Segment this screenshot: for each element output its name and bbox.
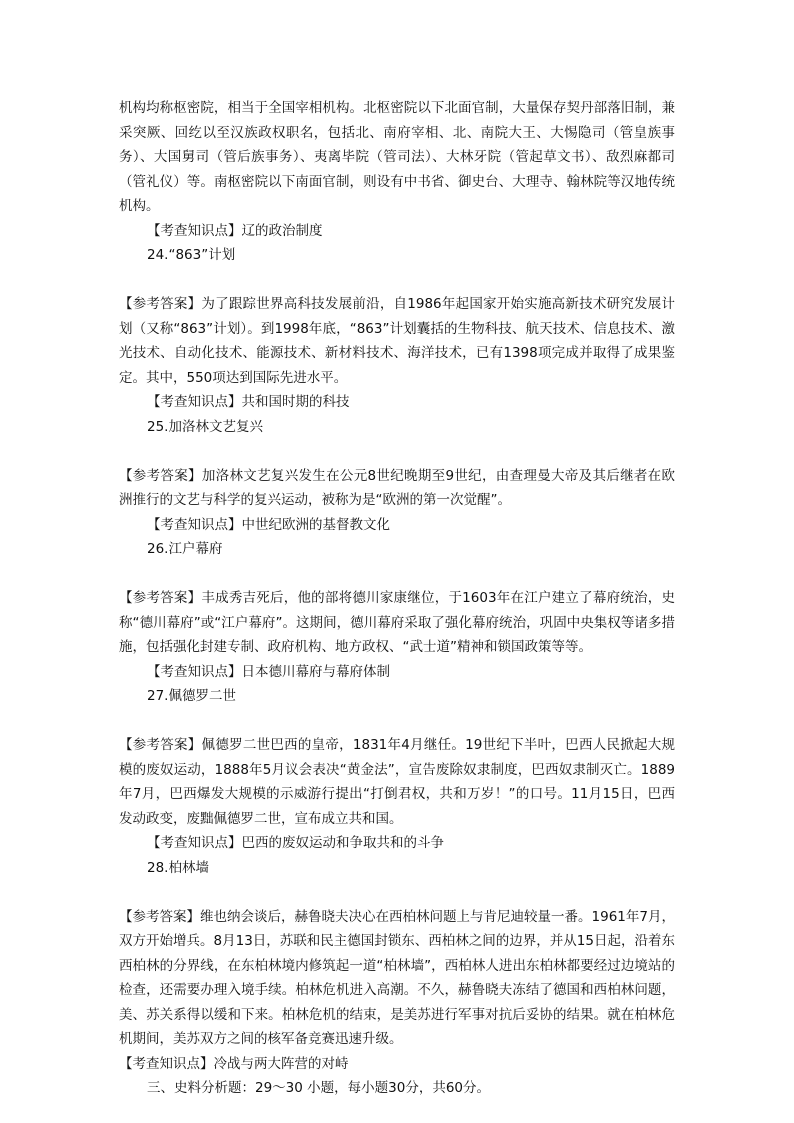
document-page: [119, 96, 675, 1101]
intro-paragraph: 机构均称枢密院，相当于全国宰相机构。北枢密院以下北面官制，大量保存契丹部落旧制，兼采突厥、回纥以至汉族政权职名，包括北、南府宰相、北、南院大王、大惕隐司（管皇族事务）、大国舅司（管后族事务）、夷离毕院（管司法）、大林牙院（管起草文书）、敌烈麻都司（管礼仪）等。南枢密院以下南面官制，则设有中书省、御史台、大理寺、翰林院等汉地传统机构。: [119, 100, 675, 214]
entry-title: 26.江户幕府: [147, 541, 223, 557]
intro-knowledge-point: 【考查知识点】辽的政治制度: [147, 222, 323, 239]
section-heading: 三、史料分析题：29～30 小题，每小题30分，共60分。: [147, 1080, 491, 1096]
blank-line: [119, 709, 675, 734]
blank-line: [119, 268, 675, 293]
entry-title: 27.佩德罗二世: [147, 688, 236, 704]
entry-knowledge-point: 【考查知识点】冷战与两大阵营的对峙: [119, 1055, 349, 1072]
entry-knowledge-point: 【考查知识点】巴西的废奴运动和争取共和的斗争: [147, 835, 444, 851]
entry-knowledge-point: 【考查知识点】日本德川幕府与幕府体制: [147, 663, 390, 680]
blank-line: [119, 439, 675, 464]
entry-title: 25.加洛林文艺复兴: [147, 418, 263, 435]
entry-answer: 【参考答案】为了跟踪世界高科技发展前沿，自1986年起国家开始实施高新技术研究发展计划（又称“863”计划）。到1998年底，“863”计划囊括的生物科技、航天技术、信息技术、激光技术、自动化技术、能源技术、新材料技术、海洋技术，已有1398项完成并取得了成果鉴定。其中，550项达到国际先进水平。: [119, 296, 675, 386]
blank-line: [119, 562, 675, 587]
entry-knowledge-point: 【考查知识点】共和国时期的科技: [147, 394, 350, 410]
blank-line: [119, 880, 675, 905]
entry-knowledge-point: 【考查知识点】中世纪欧洲的基督教文化: [147, 516, 390, 533]
entry-answer: 【参考答案】佩德罗二世巴西的皇帝，1831年4月继任。19世纪下半叶，巴西人民掀起大规模的废奴运动，1888年5月议会表决“黄金法”，宣告废除奴隶制度，巴西奴隶制灭亡。1889年7月，巴西爆发大规模的示威游行提出“打倒君权，共和万岁！”的口号。11月15日，巴西发动政变，废黜佩德罗二世，宣布成立共和国。: [119, 737, 675, 827]
entry-title: 28.柏林墙: [147, 859, 209, 876]
entry-title: 24.“863”计划: [147, 247, 236, 263]
entry-answer: 【参考答案】丰成秀吉死后，他的部将德川家康继位，于1603年在江户建立了幕府统治，史称“德川幕府”或“江户幕府”。这期间，德川幕府采取了强化幕府统治，巩固中央集权等诸多措施，包括强化封建专制、政府机构、地方政权、“武士道”精神和锁国政策等等。: [119, 590, 675, 655]
entry-answer: 【参考答案】加洛林文艺复兴发生在公元8世纪晚期至9世纪，由查理曼大帝及其后继者在欧洲推行的文艺与科学的复兴运动，被称为是“欧洲的第一次觉醒”。: [119, 467, 675, 508]
entry-answer: 【参考答案】维也纳会谈后，赫鲁晓夫决心在西柏林问题上与肯尼迪较量一番。1961年7月，双方开始增兵。8月13日，苏联和民主德国封锁东、西柏林之间的边界，并从15日起，沿着东西柏林的分界线，在东柏林境内修筑起一道“柏林墙”，西柏林人进出东柏林都要经过边境站的检查，还需要办理入境手续。柏林危机进入高潮。不久，赫鲁晓夫冻结了德国和西柏林问题，美、苏关系得以缓和下来。柏林危机的结束，是美苏进行军事对抗后妥协的结果。就在柏林危机期间，美苏双方之间的核军备竞赛迅速升级。: [119, 908, 675, 1047]
